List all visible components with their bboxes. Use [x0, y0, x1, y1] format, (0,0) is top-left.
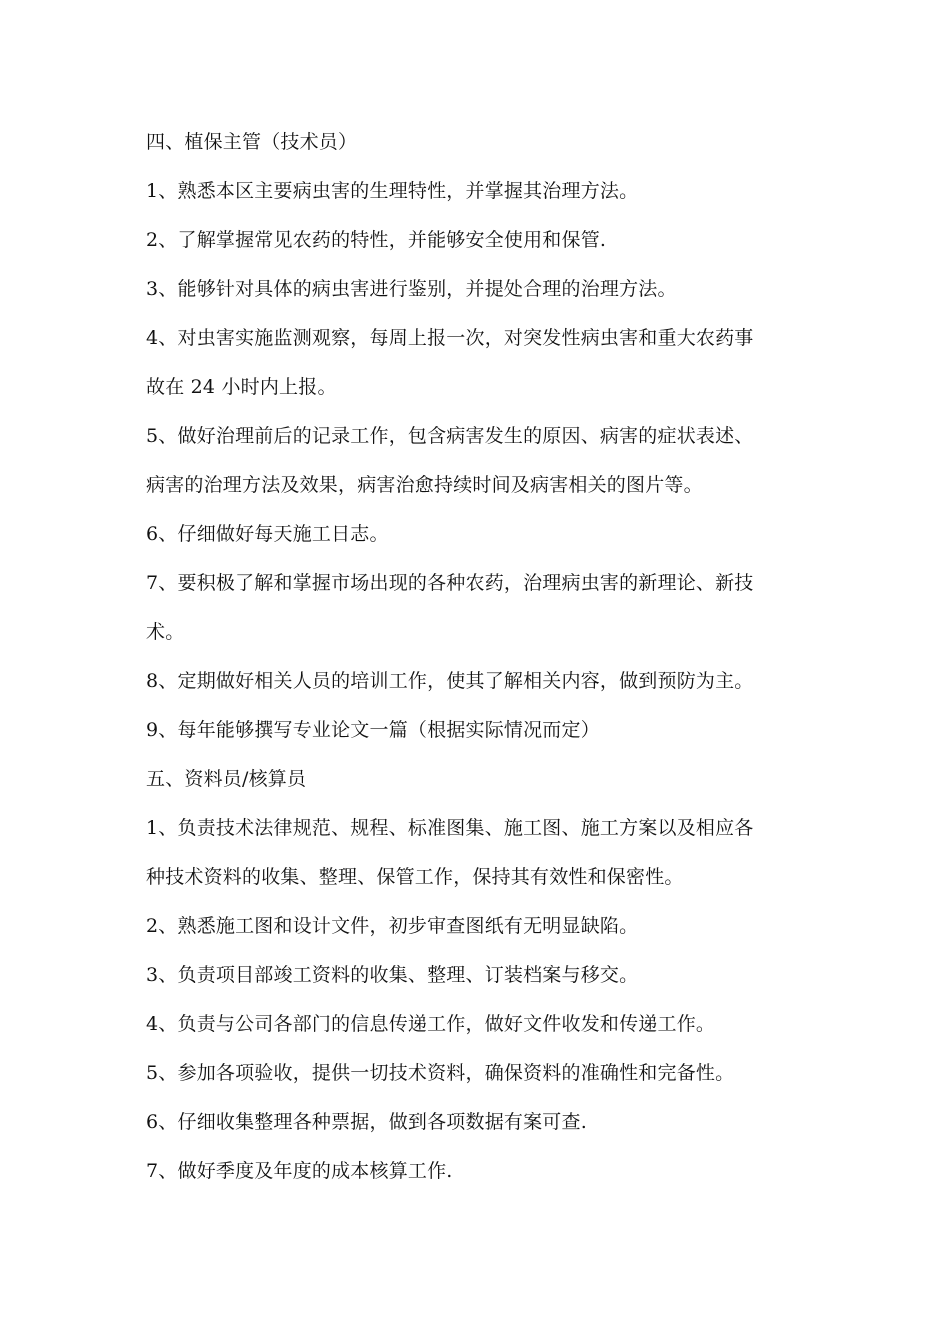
paragraph-line: 7、要积极了解和掌握市场出现的各种农药，治理病虫害的新理论、新技 [146, 572, 754, 594]
section-heading-plant-protection: 四、植保主管（技术员） [146, 131, 358, 153]
paragraph-line: 术。 [146, 621, 185, 643]
paragraph-line: 病害的治理方法及效果，病害治愈持续时间及病害相关的图片等。 [146, 474, 703, 496]
paragraph-line: 故在 24 小时内上报。 [146, 376, 337, 398]
paragraph-line: 9、每年能够撰写专业论文一篇（根据实际情况而定） [146, 719, 600, 741]
paragraph-line: 7、做好季度及年度的成本核算工作. [146, 1160, 453, 1182]
paragraph-line: 2、熟悉施工图和设计文件，初步审查图纸有无明显缺陷。 [146, 915, 639, 937]
paragraph-line: 8、定期做好相关人员的培训工作，使其了解相关内容，做到预防为主。 [146, 670, 754, 692]
document-body [146, 118, 826, 1196]
paragraph-line: 6、仔细做好每天施工日志。 [146, 523, 389, 545]
paragraph-line: 2、了解掌握常见农药的特性，并能够安全使用和保管. [146, 229, 607, 251]
paragraph-line: 4、负责与公司各部门的信息传递工作，做好文件收发和传递工作。 [146, 1013, 716, 1035]
paragraph-line: 1、负责技术法律规范、规程、标准图集、施工图、施工方案以及相应各 [146, 817, 754, 839]
paragraph-line: 5、参加各项验收，提供一切技术资料，确保资料的准确性和完备性。 [146, 1062, 735, 1084]
paragraph-line: 6、仔细收集整理各种票据，做到各项数据有案可查. [146, 1111, 587, 1133]
paragraph-line: 4、对虫害实施监测观察，每周上报一次，对突发性病虫害和重大农药事 [146, 327, 754, 349]
paragraph-line: 1、熟悉本区主要病虫害的生理特性，并掌握其治理方法。 [146, 180, 639, 202]
paragraph-line: 5、做好治理前后的记录工作，包含病害发生的原因、病害的症状表述、 [146, 425, 754, 447]
paragraph-line: 3、负责项目部竣工资料的收集、整理、订装档案与移交。 [146, 964, 639, 986]
section-heading-data-clerk: 五、资料员/核算员 [146, 768, 307, 790]
paragraph-line: 3、能够针对具体的病虫害进行鉴别，并提处合理的治理方法。 [146, 278, 677, 300]
paragraph-line: 种技术资料的收集、整理、保管工作，保持其有效性和保密性。 [146, 866, 684, 888]
